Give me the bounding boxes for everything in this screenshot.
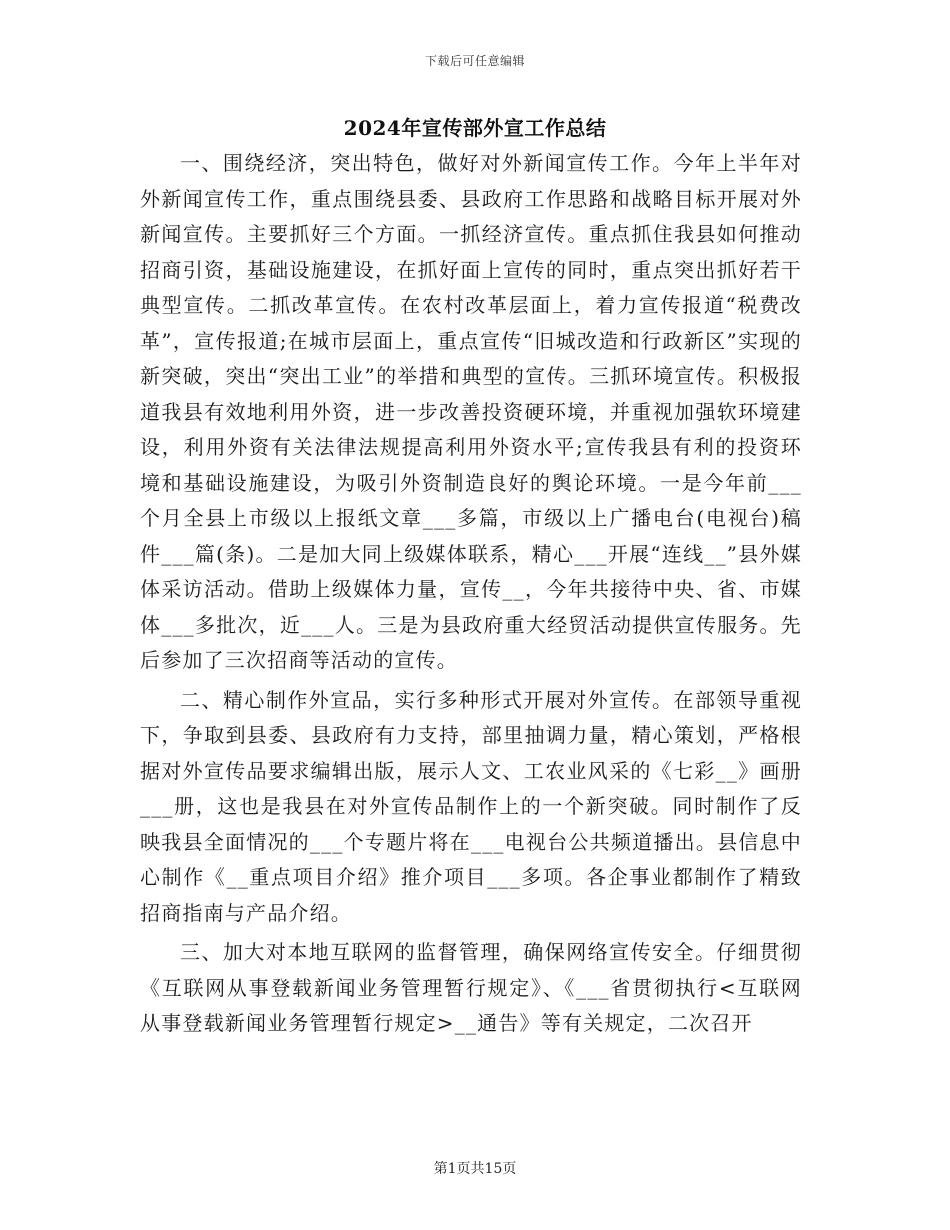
paragraph-1: 一、围绕经济，突出特色，做好对外新闻宣传工作。今年上半年对外新闻宣传工作，重点围绕县委、县政府工作思路和战略目标开展对外新闻宣传。主要抓好三个方面。一抓经济宣传。重点抓住我县如何推动招商引资，基础设施建设，在抓好面上宣传的同时，重点突出抓好若干典型宣传。二抓改革宣传。在农村改革层面上，着力宣传报道“税费改革”，宣传报道;在城市层面上，重点宣传“旧城改造和行政新区”实现的新突破，突出“突出工业”的举措和典型的宣传。三抓环境宣传。积极报道我县有效地利用外资，进一步改善投资硬环境，并重视加强软环境建设，利用外资有关法律法规提高利用外资水平;宣传我县有利的投资环境和基础设施建设，为吸引外资制造良好的舆论环境。一是今年前___个月全县上市级以上报纸文章___多篇，市级以上广播电台(电视台)稿件___篇(条)。二是加大同上级媒体联系，精心___开展“连线__”县外媒体采访活动。借助上级媒体力量，宣传__，今年共接待中央、省、市媒体___多批次，近___人。三是为县政府重大经贸活动提供宣传服务。先后参加了三次招商等活动的宣传。 [140, 151, 802, 672]
document-body [140, 146, 802, 1042]
header-note: 下载后可任意编辑 [424, 54, 525, 68]
paragraph-2: 二、精心制作外宣品，实行多种形式开展对外宣传。在部领导重视下，争取到县委、县政府有力支持，部里抽调力量，精心策划，严格根据对外宣传品要求编辑出版，展示人文、工农业风采的《七彩__》画册___册，这也是我县在对外宣传品制作上的一个新突破。同时制作了反映我县全面情况的___个专题片将在___电视台公共频道播出。县信息中心制作《__重点项目介绍》推介项目___多项。各企事业都制作了精致招商指南与产品介绍。 [140, 687, 802, 925]
paragraph-3: 三、加大对本地互联网的监督管理，确保网络宣传安全。仔细贯彻《互联网从事登载新闻业务管理暂行规定》、《___省贯彻执行<互联网从事登载新闻业务管理暂行规定>__通告》等有关规定，二次召开 [140, 940, 802, 1035]
document-title: 2024年宣传部外宣工作总结 [343, 116, 607, 140]
page-indicator: 第1页共15页 [433, 1161, 517, 1177]
